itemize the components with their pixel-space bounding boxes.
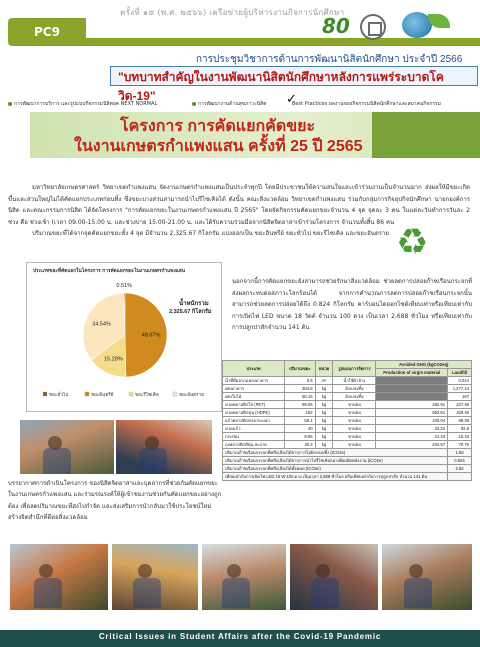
summary-value xyxy=(448,473,472,481)
photo-caption: บรรยากาศการดำเนินโครงการ ของนิสิตจิตอาสาและบุคลากรที่ช่วยกันคัดแยกขยะในงานเกษตรกำแพงแสน และร่วมรณรงค์ให้ผู้เข้าชมงานช่วยกันคัดแยกขยะอย่างถูกต้อง เพื่อลดปริมาณขยะที่ส่งไปกำจัด และส่งเสริมการนำกลับมาใช้ประโยชน์ใหม่ สร้างจิตสำนึกที่ดีต่อสิ่งแวดล้อม xyxy=(8,480,222,522)
table-cell: ขายต่อ xyxy=(333,433,376,441)
recycle-icon: ♻ xyxy=(396,222,429,263)
table-cell: ขายต่อ xyxy=(333,425,376,433)
pie-chart-svg xyxy=(27,263,223,413)
table-row xyxy=(223,433,472,441)
table-cell: 30.3 xyxy=(285,441,316,449)
table-row xyxy=(223,401,472,409)
university-line: ครั้งที่ ๑๕ (พ.ศ. ๒๕๖๖) เครือข่ายผู้บริหารงานกิจการนักศึกษา xyxy=(120,8,345,17)
table-row xyxy=(223,393,472,401)
bullet-dot-icon xyxy=(8,102,12,106)
activity-photo-4 xyxy=(112,544,198,610)
table-cell: 58.1 xyxy=(285,417,316,425)
pie-data-label: 15.28% xyxy=(104,356,123,363)
table-cell xyxy=(376,377,448,385)
activity-photo-3 xyxy=(10,544,108,610)
table-cell: 99.05 xyxy=(285,401,316,409)
table-row xyxy=(223,409,472,417)
legend-label: ขยะอินทรีย์ xyxy=(91,392,114,397)
table-cell: 88.39 xyxy=(448,417,472,425)
legend-swatch xyxy=(129,392,133,396)
pie-total-label: น้ำหนักรวม xyxy=(179,301,209,307)
topic-next-normal xyxy=(8,100,157,108)
table-cell: ถุงพลาสติกสีขุ่น สะอาด xyxy=(223,441,285,449)
table-cell: ขายต่อ xyxy=(333,401,376,409)
activity-photo-5 xyxy=(202,544,286,610)
topic-next-normal-label: การพัฒนาการบริการ และรูปแบบกิจกรรมนิสิตยุค NEXT NORMAL xyxy=(14,101,158,107)
legend-swatch xyxy=(173,392,177,396)
col-type: ประเภท xyxy=(223,361,285,377)
legend-label: ขยะอันตราย xyxy=(179,392,204,397)
table-cell: 167 xyxy=(448,393,472,401)
table-cell: ฝังกลบ/ทิ้ง xyxy=(333,385,376,393)
table-cell: kg xyxy=(315,385,333,393)
check-mark-icon: ✓ xyxy=(286,92,297,107)
table-cell: 282.91 xyxy=(376,401,448,409)
table-cell: ขายต่อ xyxy=(333,409,376,417)
table-cell: 952.61 xyxy=(376,409,448,417)
header-green-bar xyxy=(86,38,480,46)
table-cell: 92.8 xyxy=(448,425,472,433)
pie-data-label: 0.51% xyxy=(116,283,133,290)
activity-photo-7 xyxy=(382,544,472,610)
table-cell: 40 xyxy=(285,425,316,433)
table-summary-row xyxy=(223,457,472,465)
table-cell: 50.15 xyxy=(285,393,316,401)
legend-label: ขยะทั่วไป xyxy=(49,392,69,397)
table-cell: 0.6 xyxy=(285,377,316,385)
table-cell xyxy=(376,385,448,393)
table-cell: 21.43 xyxy=(376,433,448,441)
ghg-table-wrap xyxy=(222,360,472,481)
topic-health-label: การพัฒนางานด้านสุขภาวะนิสิต xyxy=(198,101,267,107)
table-cell: m³ xyxy=(315,377,333,385)
table-cell: 8.85 xyxy=(285,433,316,441)
legend-label: ขยะรีไซเคิล xyxy=(135,392,159,397)
table-row xyxy=(223,425,472,433)
intro-paragraph-2: ปริมาณขยะที่ได้จากจุดคัดแยกขยะทั้ง 4 จุด มีจำนวน 2,325.67 กิโลกรัม แบ่งออกเป็น ขยะอินทรีย์ ขยะทั่วไป ขยะรีไซเคิล และขยะอันตราย xyxy=(32,230,389,238)
table-header-row xyxy=(223,361,472,369)
table-cell: น้ำใช้ผ้าล้าง xyxy=(333,377,376,385)
banner-title-line2: ในงานเกษตรกำแพงแสน ครั้งที่ 25 ปี 2565 xyxy=(74,138,363,155)
summary-value: 0.824 xyxy=(448,457,472,465)
table-cell: 162 xyxy=(285,409,316,417)
banner-accent xyxy=(372,112,480,158)
intro-paragraph-1: มหาวิทยาลัยเกษตรศาสตร์ วิทยาเขตกำแพงแสน จัดงานเกษตรกำแพงแสนเป็นประจำทุกปี โดยมีประชาชนให้ความสนใจและเข้าร่วมงานเป็นจำนวนมาก ส่งผลให้มีขยะเกิดขึ้นและส่วนใหญ่ไม่ได้คัดแยกประเภทก่อนทิ้ง ซึ่งขยะบางส่วนสามารถนำไปรีไซเคิลได้ ดังนั้น คณะสิ่งแวดล้อม วิทยาเขตกำแพงแสน ร่วมกับกลุ่มการกิจอุปกิจนักศึกษา นายกองค์การนิสิต และคณะกรรมการนิสิต ได้จัดโครงการ "การคัดแยกขยะในงานเกษตรกำแพงแสน ปี 2565" โดยจัดกิจกรรมคัดแยกขยะจำนวน 4 จุด จุดละ 3 คน ในแต่ละวันทำการวันละ 2 ช่วง คือ ช่วงเช้า (เวลา 09.00-15.00 น. และช่วงบ่าย 15.00-21.00 น. และได้รับความร่วมมือจากนิสิตจิตอาสาเข้าร่วมโครงการ จำนวนทั้งสิ้น 86 คน xyxy=(8,184,470,226)
network-seal-logo xyxy=(360,14,386,40)
col-landfill: Landfill xyxy=(448,369,472,377)
table-summary-row xyxy=(223,473,472,481)
main-title: "บทบาทสำคัญในงานพัฒนานิสิตนักศึกษาหลังการแพร่ระบาดโควิด-19" xyxy=(118,70,444,103)
table-cell: เศษใบไม้ xyxy=(223,393,285,401)
table-cell: kg xyxy=(315,441,333,449)
table-row xyxy=(223,377,472,385)
table-cell: ขวดแก้ว xyxy=(223,425,285,433)
table-cell: กระป๋อง xyxy=(223,433,285,441)
col-production: Production of virgin material xyxy=(376,369,448,377)
table-cell: ขายต่อ xyxy=(333,417,376,425)
table-cell: ขวดพลาสติกขุ่น (HDPE) xyxy=(223,409,285,417)
table-cell: kg xyxy=(315,409,333,417)
col-management: รูปแบบการจัดการ xyxy=(333,361,376,377)
table-cell: น้ำที่ดื่มจากแหล่งอาหาร xyxy=(223,377,285,385)
table-cell: ขวดพลาสติกใส (PET) xyxy=(223,401,285,409)
table-cell: 33.22 xyxy=(376,425,448,433)
summary-label: ปริมาณก๊าซเรือนกระจกที่หลีกเลี่ยงได้จากการไม่ฝังกลบ/ทิ้ง (tCO2e) xyxy=(223,449,448,457)
table-cell xyxy=(376,393,448,401)
ghg-paragraph: นอกจากนี้การคัดแยกขยะยังสามารถช่วยรักษาสิ่งแวดล้อม ช่วยลดการปล่อยก๊าซเรือนกระจกที่ส่งผลกระทบต่อสภาวะโลกร้อนได้ จากการคำนวณการลดการปล่อยก๊าซเรือนกระจกนั้น สามารถช่วยลดการปล่อยได้ถึง 0.824 กิโลกรัม คาร์บอนไดออกไซด์เทียบเท่าหรือเทียบเท่ากับการเปิดไฟ LED ขนาด 18 วัตต์ จำนวน 100 ดวง เป็นเวลา 2,688 ชั่วโมง หรือเทียบเท่ากับการปลูกป่าสักจำนวน 141 ต้น xyxy=(232,278,472,332)
summary-label: ปริมาณก๊าซเรือนกระจกที่หลีกเลี่ยงได้ทั้งหมด (tCO2e) xyxy=(223,465,448,473)
table-cell: ฝังกลบ/ทิ้ง xyxy=(333,393,376,401)
col-unit: หน่วย xyxy=(315,361,333,377)
table-cell: kg xyxy=(315,425,333,433)
table-cell: 304.8 xyxy=(285,385,316,393)
col-ghg-group: Avoided GHG (kgCO2eq) xyxy=(376,361,472,369)
topic-row xyxy=(8,92,480,110)
pie-chart-title: ประเภทขยะที่คัดแยกในโครงการ การคัดแยกขยะในงานเกษตรกำแพงแสน xyxy=(33,269,186,274)
topic-best-practices xyxy=(292,100,441,108)
anniversary-80-logo: 80 xyxy=(322,14,350,38)
ghg-table xyxy=(222,360,472,481)
table-cell: kg xyxy=(315,401,333,409)
table-row xyxy=(223,385,472,393)
summary-label: ปริมาณก๊าซเรือนกระจกที่หลีกเลี่ยงได้จากการนำไปรีไซเคิล/เผาเพื่อผลิตพลังงาน (tCO2e) xyxy=(223,457,448,465)
table-cell: 15.43 xyxy=(448,433,472,441)
topic-health xyxy=(192,100,266,108)
bullet-dot-icon xyxy=(192,102,196,106)
conference-title: การประชุมวิชาการด้านการพัฒนานิสิตนักศึกษา ประจำปี 2566 xyxy=(196,54,463,65)
table-summary-row xyxy=(223,449,472,457)
pie-total-value: 2,325.67 กิโลกรัม xyxy=(169,309,212,315)
topic-best-practices-label: Best Practices ผลงานของกิจกรรมนิสิตนักศึกษาและสมาคมกิจกรรม xyxy=(292,101,441,107)
table-cell: เศษอาหาร xyxy=(223,385,285,393)
table-cell: 100.04 xyxy=(376,417,448,425)
activity-photo-6 xyxy=(290,544,378,610)
table-row xyxy=(223,417,472,425)
banner-title-line1: โครงการ การคัดแยกคัดขยะ xyxy=(120,118,316,135)
col-amount: ปริมาณขยะ xyxy=(285,361,316,377)
table-cell: ขายต่อ xyxy=(333,441,376,449)
table-cell: 204.57 xyxy=(376,441,448,449)
pc-code-tab: PC9 xyxy=(8,18,86,46)
footer-text: Critical Issues in Student Affairs after the Covid-19 Pandemic xyxy=(98,632,382,641)
table-cell: 0.014 xyxy=(448,377,472,385)
pie-data-label: 34.54% xyxy=(92,321,111,328)
waste-pie-chart xyxy=(26,262,222,412)
summary-value: 2.82 xyxy=(448,465,472,473)
pie-data-label: 49.67% xyxy=(141,332,161,339)
activity-photo-2 xyxy=(116,420,212,474)
table-cell: 329.49 xyxy=(448,409,472,417)
table-body xyxy=(223,377,472,481)
summary-value: 1.59 xyxy=(448,449,472,457)
table-cell: 227.48 xyxy=(448,401,472,409)
summary-label: เทียบเท่ากับการเปิดไฟ LED 18 W 100 ดวง เป็นเวลา 2,688 ชั่วโมง หรือเทียบเท่ากับการปลูกป่าสัก จำนวน 141 ต้น xyxy=(223,473,448,481)
legend-swatch xyxy=(85,392,89,396)
activity-photo-1 xyxy=(20,420,114,474)
table-cell: 70.76 xyxy=(448,441,472,449)
table-cell: แก้วพลาสติกทรงกระบอก xyxy=(223,417,285,425)
table-cell: 1,277.14 xyxy=(448,385,472,393)
table-summary-row xyxy=(223,465,472,473)
table-cell: kg xyxy=(315,417,333,425)
table-cell: kg xyxy=(315,433,333,441)
legend-swatch xyxy=(43,392,47,396)
table-row xyxy=(223,441,472,449)
table-cell: kg xyxy=(315,393,333,401)
